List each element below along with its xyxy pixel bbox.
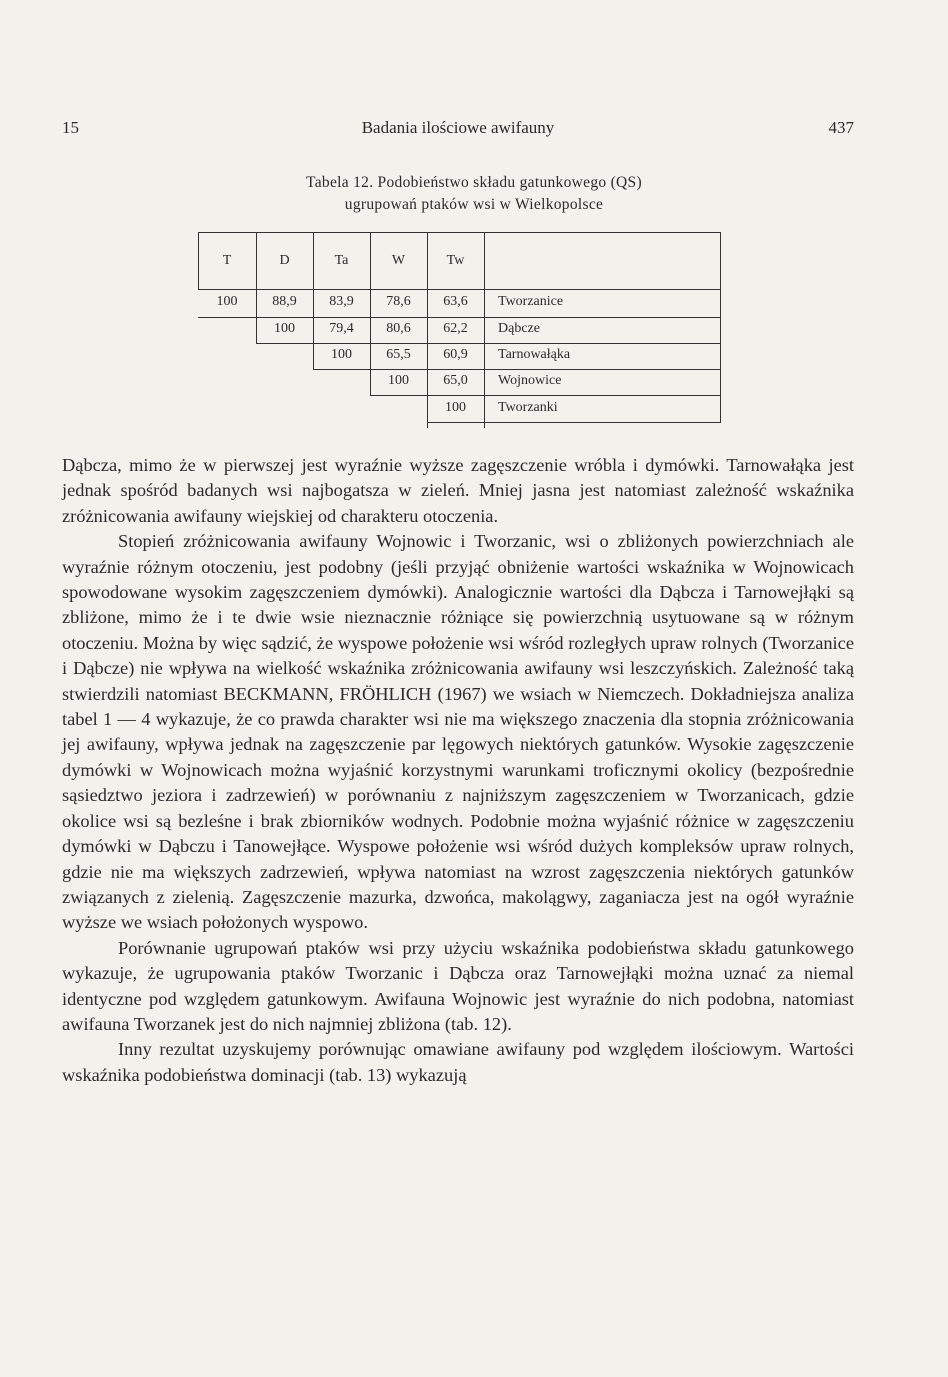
row-label-tworzanki: Tworzanki bbox=[498, 400, 558, 415]
table-rule-v-6 bbox=[484, 232, 485, 428]
table-rule-v-7 bbox=[720, 232, 721, 422]
table-rule-top bbox=[198, 232, 721, 233]
table-cell: 80,6 bbox=[386, 321, 411, 336]
paragraph-3: Porównanie ugrupowań ptaków wsi przy użyciu wskaźnika podobieństwa składu gatunkowego wykazuje, że ugrupowania ptaków Tworzanic i Dąbcza oraz Tarnowejłąki można uznać za niemal identyczne pod względem gatunkowym. Awifauna Wojnowic jest wyraźnie do nich podobna, natomiast awifauna Tworzanek jest do nich najmniej zbliżona (tab. 12). bbox=[62, 937, 854, 1034]
similarity-table bbox=[198, 232, 721, 428]
col-header-D: D bbox=[279, 253, 290, 268]
col-header-W: W bbox=[391, 253, 406, 268]
table-caption-line-2: ugrupowań ptaków wsi w Wielkopolsce bbox=[344, 196, 604, 213]
table-cell: 63,6 bbox=[443, 294, 468, 309]
table-cell: 62,2 bbox=[443, 321, 468, 336]
paragraph-2: Stopień zróżnicowania awifauny Wojnowic i Tworzanic, wsi o zbliżonych powierzchniach ale wyraźnie różnym otoczeniu, jest podobny (jeśli przyjąć obniżenie wartości wskaźnika w Wojnowicach spowodowane wysokim zagęszczeniem dymówki). Analogicznie wartości dla Dąbcza i Tarnowejłąki są zbliżone, mimo że i te dwie wsie nieznacznie różniące się powierzchnią usytuowane są w różnym otoczeniu. Można by więc sądzić, że wyspowe położenie wsi wśród rozległych upraw rolnych (Tworzanice i Dąbcze) nie wpływa na wielkość wskaźnika zróżnicowania awifauny wsi leszczyńskich. Zależność taką stwierdzili natomiast BECKMANN, FRÖHLICH (1967) we wsiach w Niemczech. Dokładniejsza analiza tabel 1 — 4 wykazuje, że co prawda charakter wsi nie ma większego znaczenia dla stopnia zróżnicowania jej awifauny, wpływa jednak na zagęszczenie par lęgowych niektórych gatunków. Wysokie zagęszczenie dymówki w Wojnowicach można wyjaśnić korzystnymi warunkami troficznymi okolicy (bezpośrednie sąsiedztwo jeziora i zadrzewień) w porównaniu z najniższym zagęszczeniem w Tworzanicach, gdzie okolice wsi są bezleśne i brak zbiorników wodnych. Podobnie można wyjaśnić różnice w zagęszczeniu dymówki w Dąbczu i Tanowejłące. Wyspowe położenie wsi wśród dużych kompleksów upraw rolnych, gdzie nie ma większych zadrzewień, wpływa natomiast na wzrost zagęszczenia niektórych gatunków związanych z zielenią. Zagęszczenie mazurka, dzwońca, makolągwy, zaganiacza jest na ogół wyraźnie wyższe we wsiach położonych wyspowo. bbox=[62, 531, 854, 933]
table-cell: 100 bbox=[388, 373, 409, 388]
table-caption bbox=[0, 172, 948, 216]
paragraph-1: Dąbcza, mimo że w pierwszej jest wyraźnie wyższe zagęszczenie wróbla i dymówki. Tarnowałąka jest jednak spośród badanych wsi najbogatsza w zieleń. Mniej jasna jest natomiast zależność wskaźnika zróżnicowania awifauny wiejskiej od charakteru otoczenia. bbox=[62, 455, 854, 526]
page-number-left: 15 bbox=[62, 118, 79, 137]
row-label-dabcze: Dąbcze bbox=[498, 321, 540, 336]
table-cell: 100 bbox=[216, 294, 238, 309]
table-cell: 79,4 bbox=[329, 321, 354, 336]
table-cell: 78,6 bbox=[386, 294, 411, 309]
row-label-tworzanice: Tworzanice bbox=[498, 294, 564, 309]
table-cell: 88,9 bbox=[272, 294, 297, 309]
body-text bbox=[62, 453, 854, 1088]
table-cell: 65,5 bbox=[386, 347, 411, 362]
col-header-Ta: Ta bbox=[334, 253, 349, 268]
col-header-Tw: Tw bbox=[446, 253, 465, 268]
col-header-T: T bbox=[222, 253, 232, 268]
paragraph-4: Inny rezultat uzyskujemy porównując omawiane awifauny pod względem ilościowym. Wartości wskaźnika podobieństwa dominacji (tab. 13) wykazują bbox=[62, 1039, 854, 1085]
table-caption-line-1: Tabela 12. Podobieństwo składu gatunkowego (QS) bbox=[306, 174, 642, 191]
table-cell: 100 bbox=[445, 400, 466, 415]
running-header bbox=[62, 118, 854, 142]
table-cell: 60,9 bbox=[443, 347, 468, 362]
table-cell: 100 bbox=[331, 347, 352, 362]
running-title: Badania ilościowe awifauny bbox=[361, 118, 555, 137]
row-label-wojnowice: Wojnowice bbox=[498, 373, 562, 388]
row-label-tarnowalaka: Tarnowałąka bbox=[498, 347, 571, 362]
table-rule-row-5 bbox=[427, 422, 721, 423]
table-cell: 65,0 bbox=[443, 373, 468, 388]
table-cell: 83,9 bbox=[329, 294, 354, 309]
page-number-right: 437 bbox=[828, 118, 854, 137]
table-cell: 100 bbox=[274, 321, 295, 336]
